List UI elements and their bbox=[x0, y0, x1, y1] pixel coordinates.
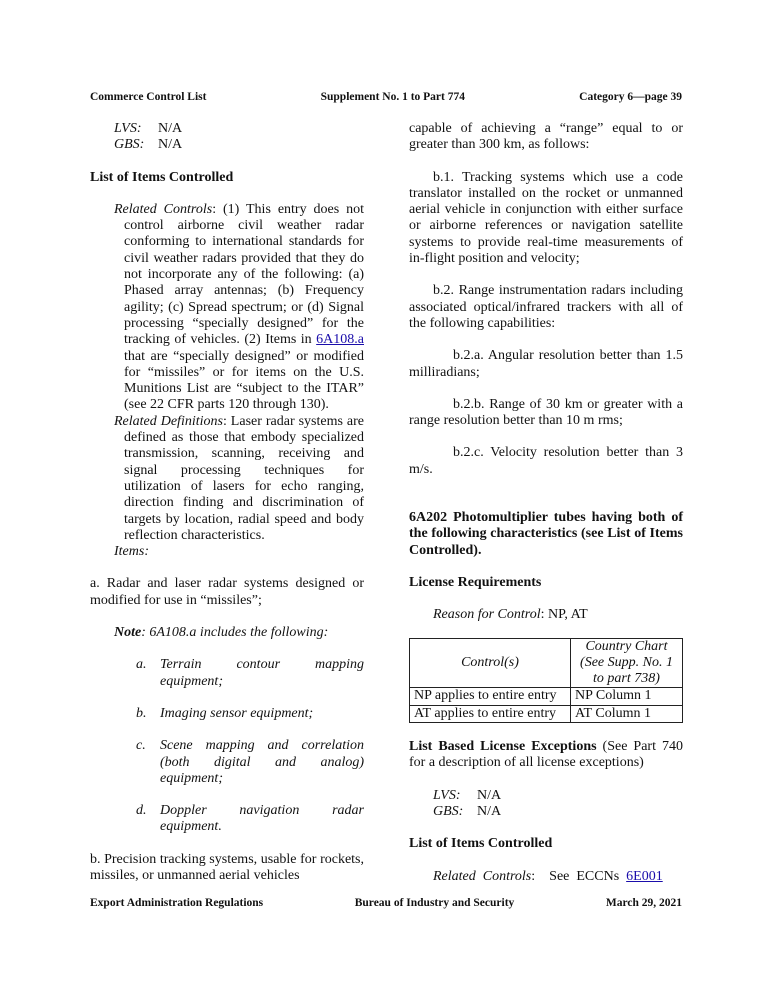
gbs-row bbox=[90, 137, 364, 153]
item-b2: b.2. Range instrumentation radars including associated optical/infrared trackers with all of the following capabilities: bbox=[409, 283, 683, 331]
reason-for-control bbox=[409, 607, 683, 623]
lvs-row bbox=[90, 121, 364, 137]
right-column bbox=[409, 121, 683, 885]
reason-value: : NP, AT bbox=[540, 607, 588, 623]
related-definitions-label: Related Definitions bbox=[114, 413, 223, 429]
table-cell: NP applies to entire entry bbox=[410, 688, 571, 705]
related-definitions-text: : Laser radar systems are defined as those that embody specialized transmission, scanning, receiving and signal processing techniques for utilization of lasers for echo ranging, direction finding and discrimination of targets by location, radial speed and body reflection characteristics. bbox=[124, 413, 364, 543]
table-cell: AT applies to entire entry bbox=[410, 705, 571, 722]
table-cell: AT Column 1 bbox=[571, 705, 683, 722]
item-b2a: b.2.a. Angular resolution better than 1.5 milliradians; bbox=[409, 348, 683, 380]
note-text: : 6A108.a includes the following: bbox=[141, 625, 329, 641]
gbs-label: GBS: bbox=[114, 137, 145, 153]
gbs-value: N/A bbox=[158, 137, 183, 153]
footer-right: March 29, 2021 bbox=[605, 897, 682, 909]
related-controls-text: : (1) This entry does not control airborne civil weather radar conforming to international standards for civil weather radars provided that they do not incorporate any of the following: (a) Phased array antennas; (b) Frequency agility; (c) Spread spectrum; or (d) Signal processing “specially designed” for the tracking of vehicles. (2) Items in bbox=[124, 201, 364, 348]
item-b2b: b.2.b. Range of 30 km or greater with a range resolution better than 10 m rms; bbox=[409, 396, 683, 429]
license-requirements-heading: License Requirements bbox=[409, 574, 542, 590]
list-items-heading-2: List of Items Controlled bbox=[409, 836, 553, 852]
related-controls-label: Related Controls bbox=[114, 201, 213, 217]
table-header-row bbox=[410, 638, 683, 688]
license-exceptions-text: (See Part 740 for a description of all license exceptions) bbox=[409, 739, 683, 771]
header-left: Commerce Control List bbox=[90, 91, 207, 103]
item-b: b. Precision tracking systems, usable for rockets, missiles, or unmanned aerial vehicles bbox=[90, 851, 364, 883]
table-row bbox=[410, 705, 683, 722]
note-item bbox=[136, 738, 364, 787]
link-6a108a[interactable]: 6A108.a bbox=[316, 332, 364, 348]
note-item-marker: b. bbox=[136, 705, 147, 721]
note-item-marker: c. bbox=[136, 738, 146, 754]
note-label: Note bbox=[114, 625, 142, 641]
note-item-marker: d. bbox=[136, 803, 147, 819]
related-controls bbox=[90, 202, 364, 414]
note-item-text: Imaging sensor equipment; bbox=[160, 705, 314, 721]
license-exceptions bbox=[409, 739, 683, 772]
table-cell: NP Column 1 bbox=[571, 688, 683, 705]
note-item bbox=[136, 706, 364, 722]
header-country-chart: Country Chart (See Supp. No. 1 to part 738) bbox=[571, 638, 683, 688]
gbs-label-2: GBS: bbox=[433, 803, 464, 819]
header-controls: Control(s) bbox=[410, 638, 571, 688]
page-footer bbox=[90, 897, 682, 909]
header-center: Supplement No. 1 to Part 774 bbox=[320, 91, 465, 103]
license-exceptions-heading: List Based License Exceptions bbox=[409, 739, 597, 755]
note-item bbox=[136, 657, 364, 690]
note-item-marker: a. bbox=[136, 657, 147, 673]
note-item-text: Doppler navigation radar equipment. bbox=[160, 803, 364, 835]
item-b2c: b.2.c. Velocity resolution better than 3 m/s. bbox=[409, 445, 683, 477]
lvs-value: N/A bbox=[158, 121, 183, 136]
item-a: a. Radar and laser radar systems designed or modified for use in “missiles”; bbox=[90, 576, 364, 608]
header-right: Category 6—page 39 bbox=[579, 91, 682, 103]
gbs-row-2 bbox=[409, 804, 683, 820]
item-b1: b.1. Tracking systems which use a code translator installed on the rocket or unmanned aerial vehicle in conjunction with either surface or airborne references or navigation satellite systems to provide real-time measurements of in-flight position and velocity; bbox=[409, 169, 683, 267]
related-definitions bbox=[90, 414, 364, 544]
related-controls-text-2b: : See ECCNs bbox=[531, 868, 627, 884]
lvs-label-2: LVS: bbox=[433, 787, 461, 803]
link-6e001[interactable]: 6E001 bbox=[626, 868, 663, 884]
table-row bbox=[410, 688, 683, 705]
reason-label: Reason for Control bbox=[433, 607, 541, 623]
page-header bbox=[90, 91, 682, 103]
note bbox=[90, 625, 364, 641]
footer-left: Export Administration Regulations bbox=[90, 897, 264, 909]
gbs-value-2: N/A bbox=[477, 803, 502, 819]
related-controls-label-2: Related Controls bbox=[433, 868, 532, 884]
list-items-heading: List of Items Controlled bbox=[90, 169, 234, 185]
lvs-label: LVS: bbox=[114, 121, 142, 136]
control-table bbox=[409, 638, 683, 723]
related-controls-2 bbox=[409, 869, 683, 885]
note-item-text: Scene mapping and correlation (both digital and analog) equipment; bbox=[160, 738, 364, 786]
note-list bbox=[90, 657, 364, 835]
left-column bbox=[90, 121, 364, 884]
eccn-6a202-heading: 6A202 Photomultiplier tubes having both of the following characteristics (see List of Items Controlled). bbox=[409, 510, 683, 558]
item-b-continued: capable of achieving a “range” equal to or greater than 300 km, as follows: bbox=[409, 121, 683, 153]
note-item bbox=[136, 803, 364, 836]
related-controls-text-2: that are “specially designed” or modified for “missiles” or for items on the U.S. Munitions List are “subject to the ITAR” (see 22 CFR parts 120 through 130). bbox=[124, 348, 364, 413]
items-label: Items: bbox=[114, 544, 149, 560]
lvs-value-2: N/A bbox=[477, 787, 502, 803]
lvs-row-2 bbox=[409, 788, 683, 804]
note-item-text: Terrain contour mapping equipment; bbox=[160, 657, 364, 689]
footer-center: Bureau of Industry and Security bbox=[354, 897, 515, 909]
